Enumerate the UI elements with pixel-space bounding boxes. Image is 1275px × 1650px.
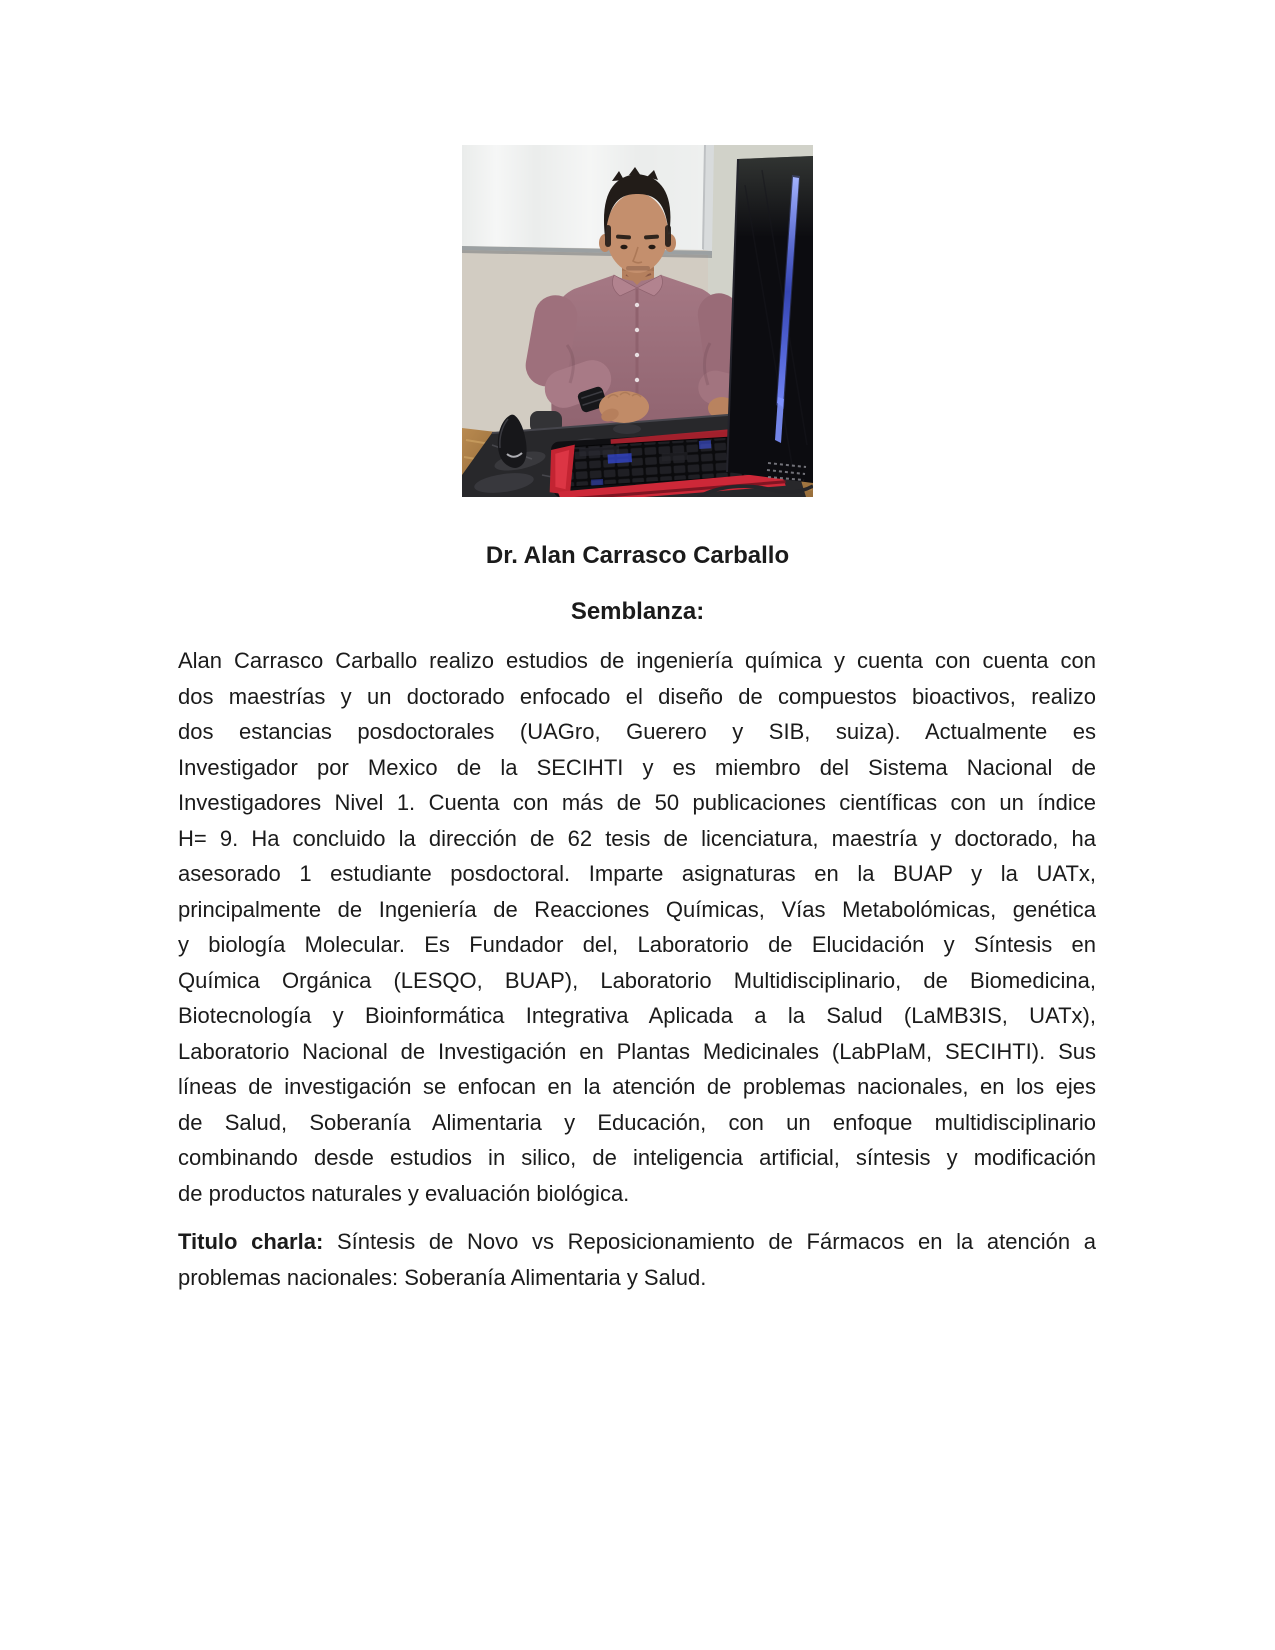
- bio-line: dos maestrías y un doctorado enfocado el diseño de compuestos bioactivos, realizo: [178, 683, 1096, 709]
- bio-line: Investigadores Nivel 1. Cuenta con más de 50 publicaciones científicas con un índice: [178, 790, 1096, 815]
- bio-line: Biotecnología y Bioinformática Integrativa Aplicada a la Salud (LaMB3IS, UATx),: [178, 1003, 1096, 1028]
- talk-line-2: problemas nacionales: Soberanía Alimentaria y Salud.: [178, 1264, 707, 1290]
- portrait-photo: [462, 145, 813, 497]
- bio-paragraph: [178, 643, 1096, 1211]
- bio-line: H= 9. Ha concluido la dirección de 62 tesis de licenciatura, maestría y doctorado, ha: [178, 825, 1096, 851]
- bio-line: Investigador por Mexico de la SECIHTI y es miembro del Sistema Nacional de: [178, 754, 1096, 780]
- bio-line: combinando desde estudios in silico, de inteligencia artificial, síntesis y modificación: [178, 1145, 1096, 1170]
- whiteboard: [462, 145, 714, 258]
- talk-text: Síntesis de Novo vs Reposicionamiento de Fármacos en la atención a: [323, 1229, 1096, 1254]
- bio-line: Química Orgánica (LESQO, BUAP), Laboratorio Multidisciplinario, de Biomedicina,: [178, 967, 1096, 993]
- bio-line: dos estancias posdoctorales (UAGro, Guerero y SIB, suiza). Actualmente es: [178, 719, 1096, 744]
- section-heading: Semblanza:: [570, 598, 705, 625]
- bio-line: principalmente de Ingeniería de Reacciones Químicas, Vías Metabolómicas, genética: [178, 896, 1096, 922]
- bio-line: líneas de investigación se enfocan en la atención de problemas nacionales, en los ejes: [178, 1074, 1096, 1099]
- talk-title-paragraph: [178, 1224, 1096, 1295]
- talk-label: Titulo charla:: [178, 1229, 324, 1254]
- bio-line: de Salud, Soberanía Alimentaria y Educación, con un enfoque multidisciplinario: [178, 1109, 1096, 1135]
- talk-line-1: [178, 1224, 1096, 1260]
- bio-line: asesorado 1 estudiante posdoctoral. Imparte asignaturas en la BUAP y la UATx,: [178, 861, 1096, 886]
- page-title: Dr. Alan Carrasco Carballo: [485, 542, 790, 569]
- bio-line: de productos naturales y evaluación biológica.: [178, 1180, 630, 1206]
- bio-line: Laboratorio Nacional de Investigación en Plantas Medicinales (LabPlaM, SECIHTI). Sus: [178, 1038, 1096, 1064]
- bio-line: Alan Carrasco Carballo realizo estudios de ingeniería química y cuenta con cuenta con: [178, 648, 1096, 673]
- bio-line: y biología Molecular. Es Fundador del, Laboratorio de Elucidación y Síntesis en: [178, 932, 1096, 957]
- monitor: [727, 156, 813, 483]
